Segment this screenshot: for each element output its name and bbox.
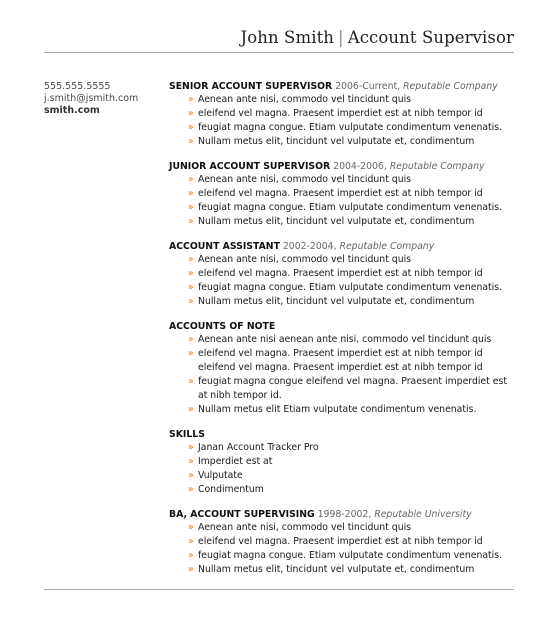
section-dates: 1998-2002, (317, 509, 372, 520)
contact-website[interactable]: smith.com (44, 105, 100, 116)
bullet-list (169, 333, 519, 417)
section-heading (169, 80, 519, 93)
resume-section (169, 320, 519, 417)
resume-section (169, 80, 519, 149)
section-title: SENIOR ACCOUNT SUPERVISOR (169, 81, 333, 92)
bullet-item: » Nullam metus elit Etiam vulputate condimentum venenatis. (188, 403, 519, 417)
bullet-item: » eleifend vel magna. Praesent imperdiet est at nibh tempor id (188, 535, 519, 549)
bullet-item: » Imperdiet est at (188, 455, 519, 469)
bullet-item: » Vulputate (188, 469, 519, 483)
bullet-item: » eleifend vel magna. Praesent imperdiet est at nibh tempor id (188, 187, 519, 201)
bullet-item: » Nullam metus elit, tincidunt vel vulputate et, condimentum (188, 295, 519, 309)
resume-section (169, 428, 519, 497)
bullet-list (169, 173, 519, 229)
candidate-name: John Smith (240, 28, 335, 47)
candidate-role: Account Supervisor (347, 28, 514, 47)
bullet-item: » Nullam metus elit, tincidunt vel vulputate et, condimentum (188, 135, 519, 149)
bullet-item: » feugiat magna congue eleifend vel magna. Praesent imperdiet est at nibh tempor id. (188, 375, 519, 403)
contact-email[interactable]: j.smith@jsmith.com (44, 93, 139, 104)
bullet-item: » Nullam metus elit, tincidunt vel vulputate et, condimentum (188, 563, 519, 577)
section-dates: 2006-Current, (335, 81, 401, 92)
bullet-list (169, 441, 519, 497)
bullet-item: » eleifend vel magna. Praesent imperdiet est at nibh tempor id eleifend vel magna. Praesent imperdiet est at nibh tempor id (188, 347, 519, 375)
section-dates: 2004-2006, (333, 161, 387, 172)
bullet-item: » Janan Account Tracker Pro (188, 441, 519, 455)
bullet-item: » feugiat magna congue. Etiam vulputate condimentum venenatis. (188, 281, 519, 295)
bullet-item: » Aenean ante nisi, commodo vel tincidunt quis (188, 93, 519, 107)
bullet-item: » Aenean ante nisi, commodo vel tincidunt quis (188, 521, 519, 535)
section-dates: 2002-2004, (282, 241, 337, 252)
bullet-item: » feugiat magna congue. Etiam vulputate condimentum venenatis. (188, 121, 519, 135)
header-rule (44, 52, 514, 53)
bullet-item: » Nullam metus elit, tincidunt vel vulputate et, condimentum (188, 215, 519, 229)
bullet-item: » feugiat magna congue. Etiam vulputate condimentum venenatis. (188, 201, 519, 215)
resume-section (169, 160, 519, 229)
bullet-list (169, 93, 519, 149)
section-organization: Reputable Company (389, 161, 485, 172)
bullet-item: » eleifend vel magna. Praesent imperdiet est at nibh tempor id (188, 107, 519, 121)
section-title: JUNIOR ACCOUNT SUPERVISOR (169, 161, 331, 172)
section-heading (169, 240, 519, 253)
section-heading (169, 508, 519, 521)
bullet-item: » feugiat magna congue. Etiam vulputate condimentum venenatis. (188, 549, 519, 563)
footer-rule (44, 589, 514, 590)
resume-section (169, 240, 519, 309)
bullet-item: » eleifend vel magna. Praesent imperdiet est at nibh tempor id (188, 267, 519, 281)
resume-body (169, 80, 519, 588)
section-heading (169, 320, 519, 333)
section-title: ACCOUNTS OF NOTE (169, 321, 276, 332)
section-organization: Reputable Company (403, 81, 498, 92)
bullet-item: » Aenean ante nisi, commodo vel tincidunt quis (188, 253, 519, 267)
bullet-item: » Aenean ante nisi aenean ante nisi, commodo vel tincidunt quis (188, 333, 519, 347)
resume-section (169, 508, 519, 577)
section-organization: Reputable Company (339, 241, 435, 252)
header-separator: | (338, 28, 344, 47)
bullet-list (169, 521, 519, 577)
bullet-item: » Aenean ante nisi, commodo vel tincidunt quis (188, 173, 519, 187)
resume-header (44, 28, 514, 47)
contact-block (44, 81, 164, 117)
section-heading (169, 428, 519, 441)
bullet-list (169, 253, 519, 309)
section-title: BA, ACCOUNT SUPERVISING (169, 509, 315, 520)
section-title: ACCOUNT ASSISTANT (169, 241, 280, 252)
section-organization: Reputable University (374, 509, 472, 520)
bullet-item: » Condimentum (188, 483, 519, 497)
contact-phone: 555.555.5555 (44, 81, 111, 92)
section-title: SKILLS (169, 429, 205, 440)
section-heading (169, 160, 519, 173)
